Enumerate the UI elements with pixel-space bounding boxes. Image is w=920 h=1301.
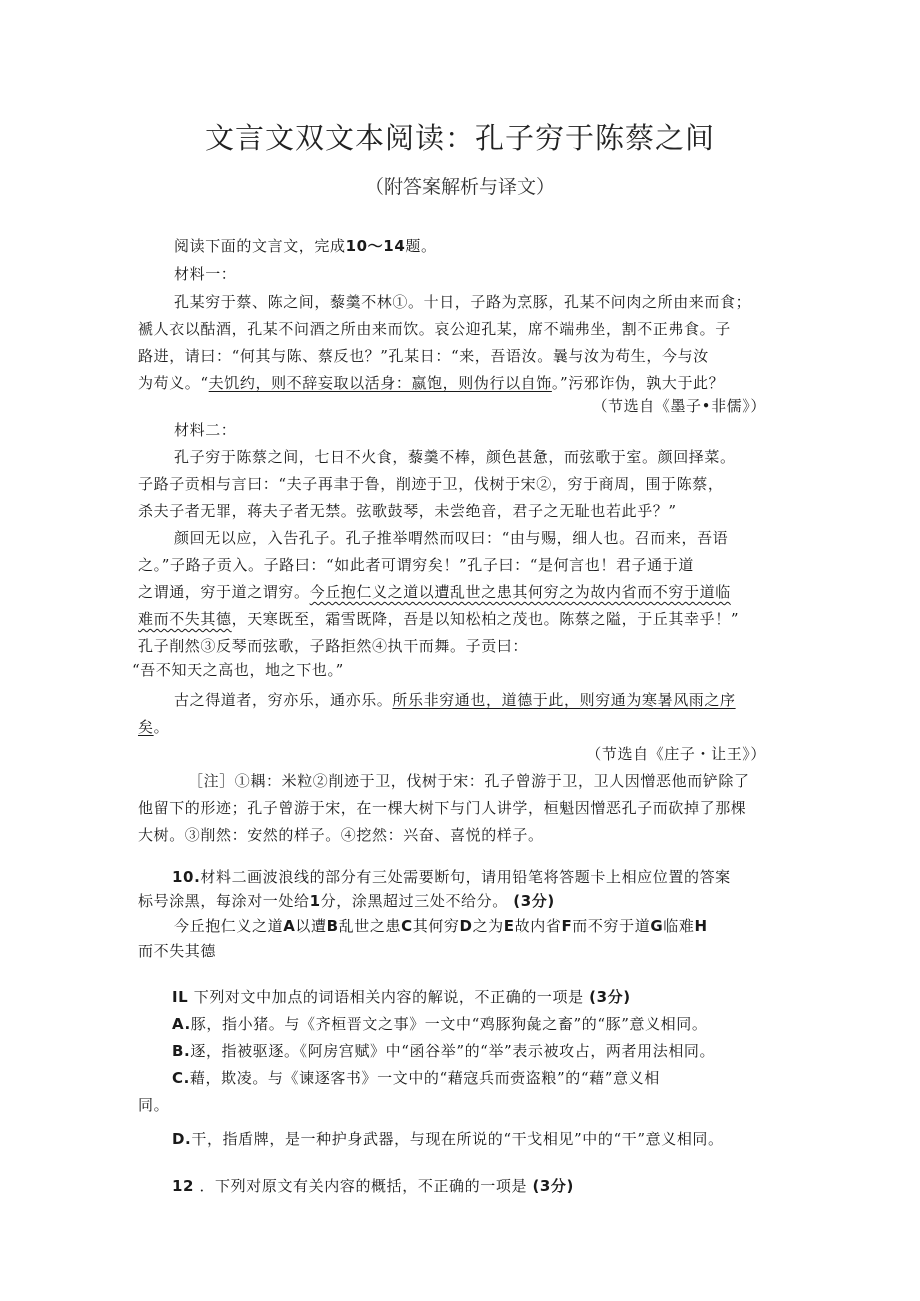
- material2-line: 孔子削然③反琴而弦歌，子路拒然④执干而舞。子贡曰：: [138, 637, 529, 655]
- wavy-underlined-passage: 难而不失其德: [138, 610, 232, 628]
- notes-line: 大树。③削然：安然的样子。④挖然：兴奋、喜悦的样子。: [138, 826, 544, 844]
- question-11-option-a: A.豚，指小猪。与《齐桓晋文之事》一文中“鸡豚狗彘之畜”的“豚”意义相同。: [172, 1015, 708, 1033]
- question-11-option-b: B.逐，指被驱逐。《阿房宫赋》中“函谷举”的“举”表示被攻占，两者用法相同。: [172, 1042, 716, 1060]
- material2-line: “吾不知天之高也，地之下也。”: [132, 661, 344, 679]
- question-12-stem: 12 ．下列对原文有关内容的概括，不正确的一项是 (3分): [172, 1177, 574, 1195]
- question-11-option-d: D.干，指盾牌，是一种护身武器，与现在所说的“干戈相见”中的“干”意义相同。: [172, 1130, 724, 1148]
- material2-line: 之。”子路子贡入。子路曰：“如此者可谓穷矣！”孔子曰：“是何言也！君子通于道: [138, 556, 694, 574]
- question-11-stem: IL 下列对文中加点的词语相关内容的解说，不正确的一项是 (3分): [172, 988, 631, 1006]
- material1-line: 为苟义。“夫饥约，则不辞妄取以活身：嬴饱，则伪行以自饰。”污邪诈伪，孰大于此？: [138, 374, 725, 392]
- underlined-passage: 夫饥约，则不辞妄取以活身：嬴饱，则伪行以自饰: [208, 374, 552, 392]
- question-11-option-c-cont: 同。: [138, 1096, 170, 1114]
- notes-line: 他留下的形迹；孔子曾游于宋，在一棵大树下与门人讲学，桓魁因憎恶孔子而砍掉了那棵: [138, 799, 747, 817]
- material1-heading: 材料一：: [174, 265, 237, 283]
- material2-line: 古之得道者，穷亦乐，通亦乐。所乐非穷通也，道德于此，则穷通为寒暑风雨之序: [174, 691, 736, 709]
- material2-line: 孔子穷于陈蔡之间，七日不火食，藜羹不棒，颜色甚惫，而弦歌于室。颜回择菜。: [174, 448, 736, 466]
- material2-line: 颜回无以应，入告孔子。孔子推举喟然而叹曰：“由与赐，细人也。召而来，吾语: [174, 529, 729, 547]
- question-10-line: 10.材料二画波浪线的部分有三处需要断句，请用铅笔将答题卡上相应位置的答案: [172, 868, 731, 886]
- material2-line: 难而不失其德，天寒既至，霜雪既降，吾是以知松柏之茂也。陈蔡之隘，于丘其幸乎！”: [138, 610, 740, 628]
- question-10-line: 而不失其德: [138, 942, 217, 960]
- material2-heading: 材料二：: [174, 421, 237, 439]
- material1-line: 褫人衣以酤酒，孔某不问酒之所由来而饮。哀公迎孔某，席不端弗坐，割不正弗食。子: [138, 320, 731, 338]
- material2-line: 子路子贡相与言曰：“夫子再聿于鲁，削迹于卫，伐树于宋②，穷于商周，围于陈蔡，: [138, 475, 724, 493]
- instruction-line: 阅读下面的文言文，完成10〜14题。: [174, 237, 437, 255]
- document-subtitle: （附答案解析与译文）: [364, 176, 555, 198]
- material2-source: （节选自《庄子・让王》）: [586, 745, 766, 763]
- material2-line: 之谓通，穷于道之谓穷。今丘抱仁义之道以遭乱世之患其何穷之为故内省而不穷于道临: [138, 583, 731, 601]
- material1-line: 路进，请曰：“何其与陈、蔡反也？”孔某日：“来，吾语汝。曩与汝为苟生，今与汝: [138, 347, 709, 365]
- question-11-option-c: C.藉，欺凌。与《谏逐客书》一文中的“藉寇兵而赍盗粮”的“藉”意义相: [172, 1069, 660, 1087]
- notes-line: ［注］①耦：米粒②削迹于卫，伐树于宋：孔子曾游于卫，卫人因憎恶他而铲除了: [188, 772, 750, 790]
- material1-line: 孔某穷于蔡、陈之间，藜羹不林①。十日，子路为烹豚，孔某不问肉之所由来而食；: [174, 293, 752, 311]
- material1-source: （节选自《墨子•非儒》）: [592, 397, 766, 415]
- material2-line: 杀夫子者无罪，蒋夫子者无禁。弦歌鼓琴，未尝绝音，君子之无耻也若此乎？”: [138, 502, 677, 520]
- question-10-segments: 今丘抱仁义之道A以遭B乱世之患C其何穷D之为E故内省F而不穷于道G临难H: [174, 917, 708, 935]
- question-10-line: 标号涂黑，每涂对一处给1分，涂黑超过三处不给分。 (3分): [138, 892, 555, 910]
- wavy-underlined-passage: 今丘抱仁义之道以遭乱世之患其何穷之为故内省而不穷于道临: [309, 583, 731, 601]
- underlined-passage: 所乐非穷通也，道德于此，则穷通为寒暑风雨之序: [392, 691, 736, 709]
- material2-line: 矣。: [138, 718, 170, 736]
- document-title: 文言文双文本阅读：孔子穷于陈蔡之间: [204, 121, 715, 155]
